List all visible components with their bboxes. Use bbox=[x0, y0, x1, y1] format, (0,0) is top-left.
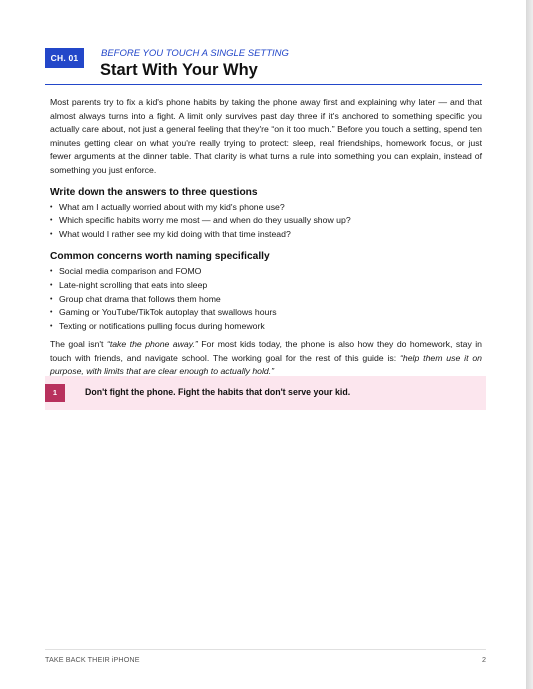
concerns-heading: Common concerns worth naming specifically bbox=[50, 250, 270, 262]
closing-text: The goal isn't bbox=[50, 338, 107, 349]
chapter-title: Start With Your Why bbox=[100, 61, 258, 79]
key-takeaway-callout bbox=[45, 376, 486, 410]
list-item: • Gaming or YouTube/TikTok autoplay that swallows hours bbox=[50, 306, 482, 320]
callout-text: Don't fight the phone. Fight the habits that don't serve your kid. bbox=[85, 387, 351, 397]
footer-book-title: TAKE BACK THEIR iPHONE bbox=[45, 655, 140, 664]
closing-paragraph bbox=[50, 338, 482, 379]
closing-goal-quote: “help them use it on purpose, with limits that are clear enough to actually hold.” bbox=[50, 352, 482, 377]
list-item: • What am I actually worried about with my kid's phone use? bbox=[50, 201, 482, 215]
questions-heading: Write down the answers to three questions bbox=[50, 186, 258, 198]
closing-text: For most kids today, the phone is also how they do homework, stay in touch with friends, and navigate school. The working goal for the rest of this guide is: bbox=[50, 338, 483, 363]
footer-divider bbox=[45, 649, 486, 650]
chapter-body bbox=[50, 96, 482, 379]
page-edge-shadow bbox=[526, 0, 533, 689]
list-item: • Late-night scrolling that eats into sleep bbox=[50, 279, 482, 293]
closing-quote: “take the phone away.” bbox=[106, 338, 198, 349]
questions-list bbox=[50, 201, 482, 242]
callout-number: 1 bbox=[45, 384, 65, 402]
intro-paragraph: Most parents try to fix a kid's phone habits by taking the phone away first and explaining why later — and that almost always turns into a fight. A limit only survives past day three if it's anchored to something specific you actually care about, not just a general feeling that they're “on it too much.” Before you touch a setting, spend ten minutes getting clear on what you're really trying to protect: sleep, real friendships, homework focus, or just fewer arguments at the dinner table. That clarity is what turns a rule into something you can explain, instead of something you just enforce. bbox=[50, 97, 482, 175]
list-item: • What would I rather see my kid doing with that time instead? bbox=[50, 228, 482, 242]
page-number: 2 bbox=[482, 655, 486, 664]
list-item: • Social media comparison and FOMO bbox=[50, 265, 482, 279]
header-divider bbox=[45, 84, 482, 85]
chapter-badge: CH. 01 bbox=[45, 48, 84, 68]
list-item: • Group chat drama that follows them home bbox=[50, 293, 482, 307]
list-item: • Which specific habits worry me most — and when do they usually show up? bbox=[50, 214, 482, 228]
concerns-list bbox=[50, 265, 482, 334]
chapter-kicker: BEFORE YOU TOUCH A SINGLE SETTING bbox=[101, 48, 289, 59]
list-item: • Texting or notifications pulling focus during homework bbox=[50, 320, 482, 334]
